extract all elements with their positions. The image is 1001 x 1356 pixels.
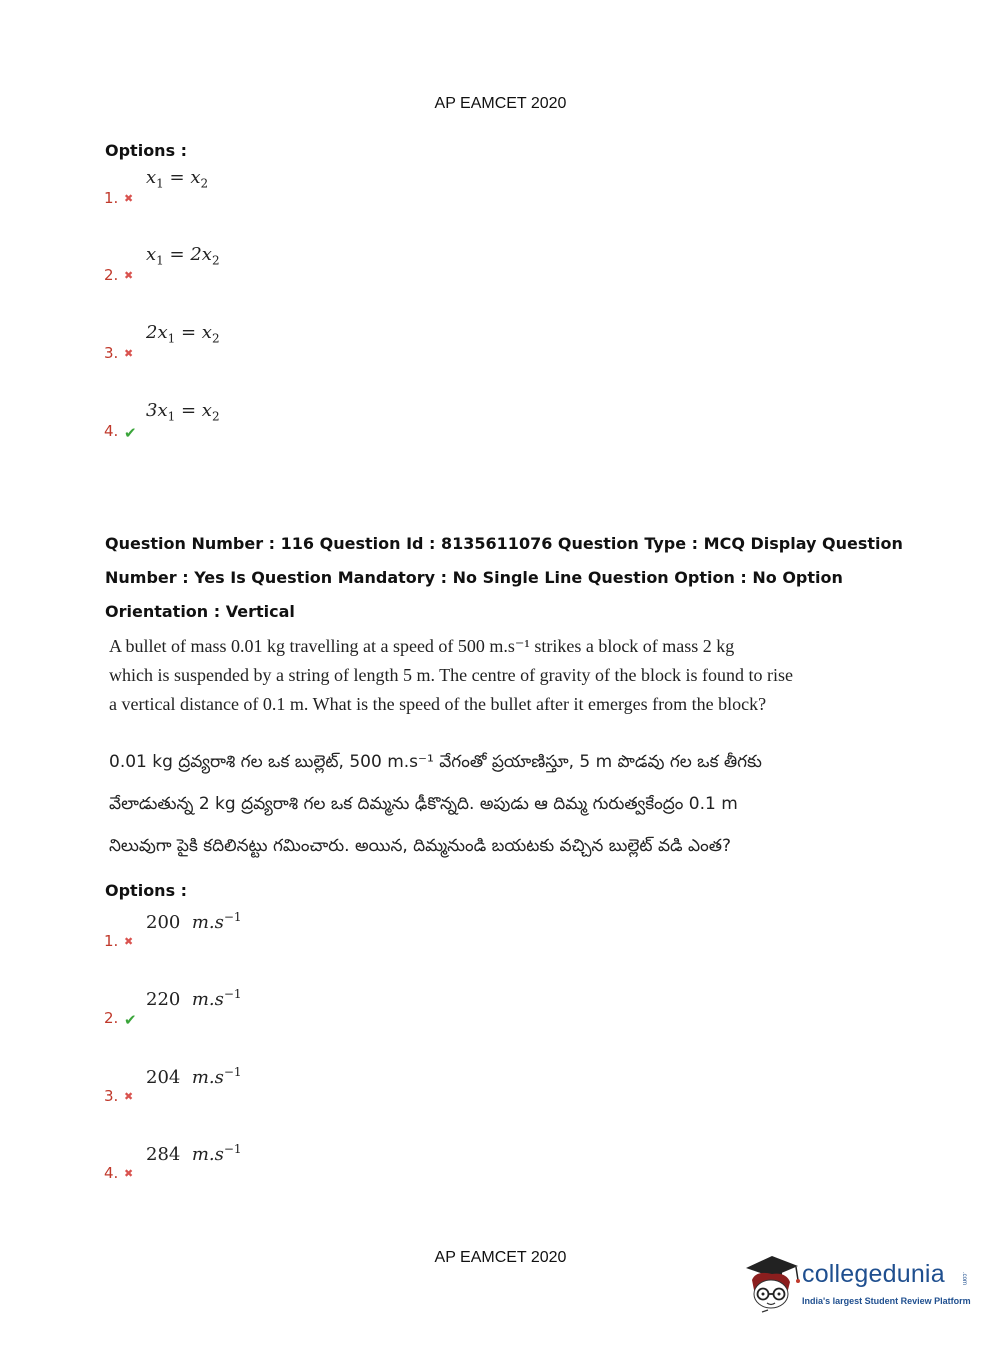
option-number: 4. (104, 422, 119, 440)
option-number: 3. (104, 1087, 119, 1105)
check-icon: ✔ (124, 424, 137, 442)
question-text-telugu (109, 741, 762, 867)
option-2 (104, 987, 504, 1027)
option-number: 2. (104, 1009, 119, 1027)
question-line: వేలాడుతున్న 2 kg ద్రవ్యరాశి గల ఒక దిమ్మను ఢీకొన్నది. అపుడు ఆ దిమ్మ గురుత్వకేంద్రం 0.1 m (109, 794, 738, 814)
option-expression: $3x_1 = x_2$ (146, 400, 220, 424)
option-number: 4. (104, 1164, 119, 1182)
check-icon: ✔ (124, 1011, 137, 1029)
option-1 (104, 910, 504, 950)
prev-option-3 (104, 322, 504, 362)
question-meta-line: Question Number : 116 Question Id : 8135611076 Question Type : MCQ Display Question (105, 534, 903, 553)
option-number: 2. (104, 266, 119, 284)
wrong-icon: ✖ (124, 269, 134, 282)
option-expression: 220 $m.s^{-1}$ (146, 987, 242, 1010)
question-line: 0.01 kg ద్రవ్యరాశి గల ఒక బుల్లెట్, 500 m.s⁻¹ వేగంతో ప్రయాణిస్తూ, 5 m పొడవు గల ఒక తీగకు (109, 752, 762, 772)
option-expression: $x_1 = 2x_2$ (146, 244, 220, 268)
option-expression: 204 $m.s^{-1}$ (146, 1065, 242, 1088)
option-4 (104, 1142, 504, 1182)
logo-name: collegedunia (802, 1260, 945, 1288)
mascot-icon (742, 1250, 802, 1315)
option-expression: $2x_1 = x_2$ (146, 322, 220, 346)
collegedunia-logo[interactable] (742, 1250, 972, 1315)
question-line: which is suspended by a string of length 5 m. The centre of gravity of the block is found to rise (109, 665, 794, 685)
question-meta-line: Orientation : Vertical (105, 602, 295, 621)
wrong-icon: ✖ (124, 347, 134, 360)
option-number: 3. (104, 344, 119, 362)
prev-option-2 (104, 244, 504, 284)
option-expression: 284 $m.s^{-1}$ (146, 1142, 242, 1165)
question-line: నిలువుగా పైకి కదిలినట్టు గమించారు. అయిన, దిమ్మనుండి బయటకు వచ్చిన బుల్లెట్ వడి ఎంత? (109, 836, 731, 856)
wrong-icon: ✖ (124, 935, 134, 948)
prev-option-4 (104, 400, 504, 440)
question-text-english (109, 632, 794, 719)
option-number: 1. (104, 189, 119, 207)
wrong-icon: ✖ (124, 1167, 134, 1180)
option-expression: $x_1 = x_2$ (146, 167, 209, 191)
option-3 (104, 1065, 504, 1105)
options-label: Options : (105, 881, 188, 900)
prev-option-1 (104, 167, 504, 207)
wrong-icon: ✖ (124, 1090, 134, 1103)
prev-options-label: Options : (105, 141, 188, 160)
question-meta-line: Number : Yes Is Question Mandatory : No Single Line Question Option : No Option (105, 568, 843, 587)
option-number: 1. (104, 932, 119, 950)
wrong-icon: ✖ (124, 192, 134, 205)
option-expression: 200 $m.s^{-1}$ (146, 910, 242, 933)
logo-com-suffix: .com (961, 1272, 967, 1286)
question-meta (105, 527, 903, 629)
logo-tagline: India's largest Student Review Platform (802, 1296, 971, 1306)
question-line: a vertical distance of 0.1 m. What is the speed of the bullet after it emerges from the block? (109, 694, 767, 714)
page-footer-title: AP EAMCET 2020 (434, 1249, 567, 1266)
page-header-title: AP EAMCET 2020 (434, 95, 567, 112)
question-line: A bullet of mass 0.01 kg travelling at a speed of 500 m.s⁻¹ strikes a block of mass 2 kg (109, 636, 735, 656)
